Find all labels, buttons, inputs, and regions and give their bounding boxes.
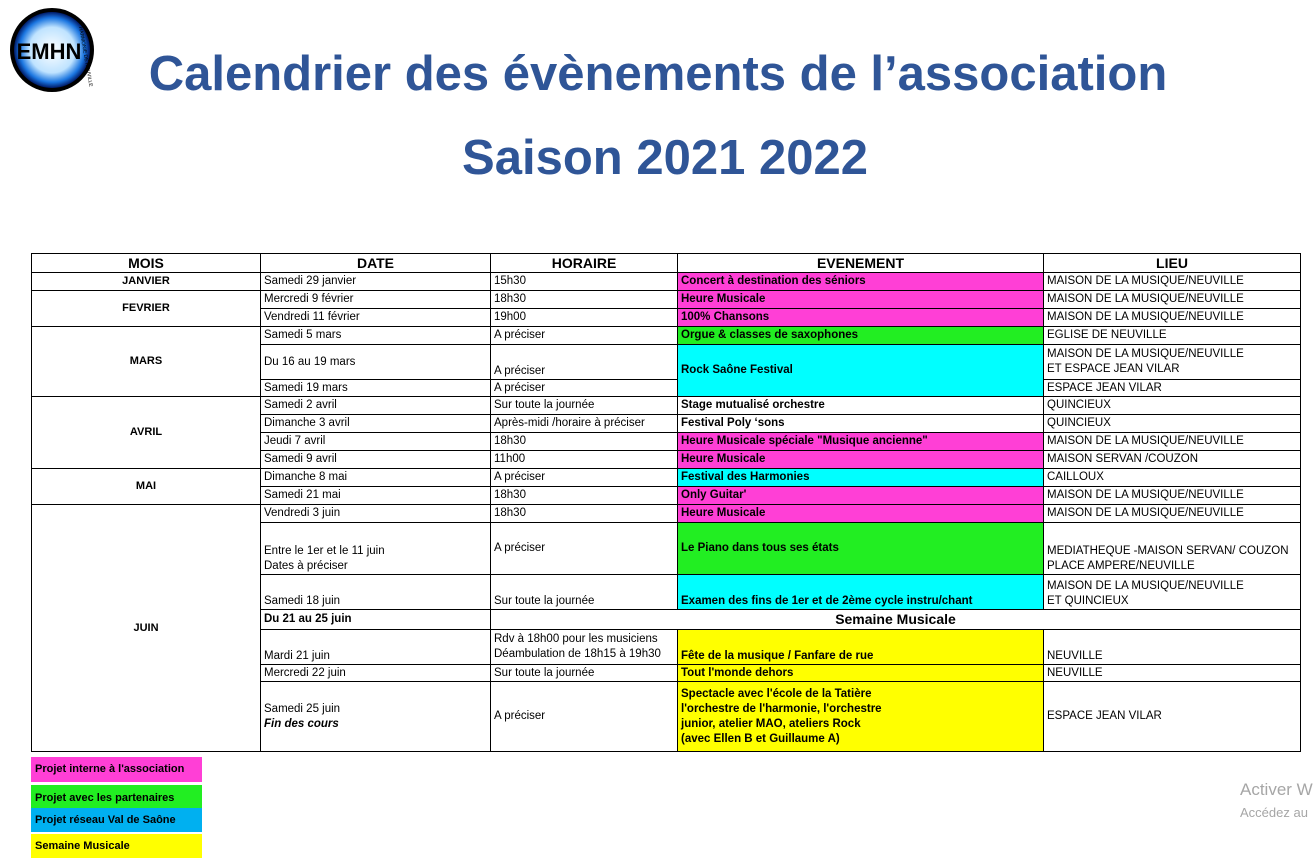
month-cell: JUIN (32, 505, 261, 752)
month-cell: JANVIER (32, 273, 261, 291)
horaire-cell: 15h30 (491, 273, 678, 291)
lieu-cell (1044, 575, 1301, 610)
events-calendar-table (31, 253, 1301, 752)
horaire-cell: A préciser (491, 327, 678, 345)
legend-item (31, 808, 202, 832)
month-cell: AVRIL (32, 397, 261, 469)
date-cell: Mercredi 22 juin (261, 665, 491, 682)
horaire-cell: 19h00 (491, 309, 678, 327)
lieu-cell: MAISON DE LA MUSIQUE/NEUVILLE (1044, 291, 1301, 309)
event-cell: Tout l'monde dehors (678, 665, 1044, 682)
date-cell: Mercredi 9 février (261, 291, 491, 309)
event-cell: Rock Saône Festival (678, 345, 1044, 397)
semaine-musicale-heading: Semaine Musicale (491, 610, 1301, 630)
lieu-cell: MAISON DE LA MUSIQUE/NEUVILLE (1044, 487, 1301, 505)
event-cell: Heure Musicale (678, 451, 1044, 469)
event-cell: Heure Musicale spéciale "Musique ancienne" (678, 433, 1044, 451)
page-title: Calendrier des évènements de l’association (148, 47, 1168, 101)
season-subtitle: Saison 2021 2022 (462, 131, 868, 185)
event-line: junior, atelier MAO, ateliers Rock (681, 717, 861, 730)
table-header-row (32, 254, 1301, 273)
horaire-line: Déambulation de 18h15 à 19h30 (494, 648, 661, 660)
lieu-line: PLACE AMPERE/NEUVILLE (1047, 560, 1195, 572)
header-lieu: LIEU (1044, 254, 1301, 273)
event-cell: Festival des Harmonies (678, 469, 1044, 487)
date-cell: Jeudi 7 avril (261, 433, 491, 451)
table-row (32, 505, 1301, 523)
horaire-cell: A préciser (491, 682, 678, 752)
lieu-cell: MAISON DE LA MUSIQUE/NEUVILLE (1044, 309, 1301, 327)
lieu-cell: QUINCIEUX (1044, 397, 1301, 415)
horaire-cell: A préciser (491, 469, 678, 487)
date-cell: Samedi 29 janvier (261, 273, 491, 291)
lieu-cell: ESPACE JEAN VILAR (1044, 682, 1301, 752)
legend-item (31, 757, 202, 782)
logo-ring-text: HARMONIE DE NEUVILLE (77, 26, 94, 88)
event-line: Spectacle avec l'école de la Tatière (681, 687, 872, 700)
header-date: DATE (261, 254, 491, 273)
horaire-line: Rdv à 18h00 pour les musiciens (494, 633, 658, 645)
date-cell (261, 682, 491, 752)
horaire-cell: 11h00 (491, 451, 678, 469)
lieu-line: MEDIATHEQUE -MAISON SERVAN/ COUZON (1047, 545, 1289, 557)
activation-watermark-title: Activer W (1240, 780, 1313, 799)
fin-des-cours-note: Fin des cours (264, 717, 339, 730)
lieu-cell: MAISON SERVAN /COUZON (1044, 451, 1301, 469)
horaire-cell: 18h30 (491, 433, 678, 451)
month-cell: FEVRIER (32, 291, 261, 327)
date-cell: Du 16 au 19 mars (261, 345, 491, 380)
horaire-cell: Sur toute la journée (491, 397, 678, 415)
date-cell: Samedi 9 avril (261, 451, 491, 469)
horaire-cell: 18h30 (491, 487, 678, 505)
event-line: l'orchestre de l'harmonie, l'orchestre (681, 702, 882, 715)
lieu-cell: ESPACE JEAN VILAR (1044, 380, 1301, 397)
horaire-cell: 18h30 (491, 291, 678, 309)
event-line: (avec Ellen B et Guillaume A) (681, 732, 840, 745)
lieu-cell: EGLISE DE NEUVILLE (1044, 327, 1301, 345)
date-cell: Mardi 21 juin (261, 630, 491, 665)
lieu-cell (1044, 523, 1301, 575)
month-cell: MARS (32, 327, 261, 397)
date-cell (261, 523, 491, 575)
event-cell (678, 682, 1044, 752)
date-cell: Samedi 18 juin (261, 575, 491, 610)
lieu-line: ET ESPACE JEAN VILAR (1047, 363, 1180, 375)
horaire-cell: Après-midi /horaire à préciser (491, 415, 678, 433)
date-cell: Dimanche 8 mai (261, 469, 491, 487)
event-cell: Examen des fins de 1er et de 2ème cycle instru/chant (678, 575, 1044, 610)
date-line: Dates à préciser (264, 560, 348, 572)
date-line: Samedi 25 juin (264, 702, 341, 715)
event-cell: Concert à destination des séniors (678, 273, 1044, 291)
date-cell: Samedi 19 mars (261, 380, 491, 397)
date-cell: Vendredi 11 février (261, 309, 491, 327)
horaire-cell: 18h30 (491, 505, 678, 523)
lieu-cell: NEUVILLE (1044, 630, 1301, 665)
event-cell: Orgue & classes de saxophones (678, 327, 1044, 345)
activation-watermark-subtitle: Accédez au (1240, 805, 1308, 820)
event-cell: Festival Poly ‘sons (678, 415, 1044, 433)
legend-item (31, 785, 202, 808)
horaire-cell: Sur toute la journée (491, 665, 678, 682)
lieu-cell (1044, 345, 1301, 380)
table-row (32, 469, 1301, 487)
date-cell: Samedi 21 mai (261, 487, 491, 505)
lieu-cell: MAISON DE LA MUSIQUE/NEUVILLE (1044, 433, 1301, 451)
table-row (32, 327, 1301, 345)
header-mois: MOIS (32, 254, 261, 273)
lieu-line: MAISON DE LA MUSIQUE/NEUVILLE (1047, 348, 1244, 360)
legend-label: Projet réseau Val de Saône (35, 814, 176, 826)
logo-letters: EMHN (16, 39, 82, 64)
month-cell: MAI (32, 469, 261, 505)
lieu-cell: QUINCIEUX (1044, 415, 1301, 433)
horaire-cell: Sur toute la journée (491, 575, 678, 610)
legend-label: Projet interne à l'association (35, 763, 185, 775)
horaire-cell: A préciser (491, 523, 678, 575)
event-cell: Stage mutualisé orchestre (678, 397, 1044, 415)
lieu-cell: CAILLOUX (1044, 469, 1301, 487)
event-cell: Only Guitar' (678, 487, 1044, 505)
event-cell: Le Piano dans tous ses états (678, 523, 1044, 575)
table-row (32, 273, 1301, 291)
lieu-cell: MAISON DE LA MUSIQUE/NEUVILLE (1044, 505, 1301, 523)
lieu-line: ET QUINCIEUX (1047, 595, 1129, 607)
table-row (32, 397, 1301, 415)
event-cell: Heure Musicale (678, 291, 1044, 309)
event-cell: Fête de la musique / Fanfare de rue (678, 630, 1044, 665)
legend-item (31, 834, 202, 858)
date-cell: Samedi 2 avril (261, 397, 491, 415)
date-cell: Dimanche 3 avril (261, 415, 491, 433)
date-cell: Du 21 au 25 juin (261, 610, 491, 630)
horaire-cell: A préciser (491, 380, 678, 397)
event-cell: 100% Chansons (678, 309, 1044, 327)
date-line: Entre le 1er et le 11 juin (264, 545, 385, 557)
legend-label: Projet avec les partenaires (35, 792, 175, 804)
table-row (32, 291, 1301, 309)
date-cell: Vendredi 3 juin (261, 505, 491, 523)
lieu-cell: NEUVILLE (1044, 665, 1301, 682)
header-evenement: EVENEMENT (678, 254, 1044, 273)
event-cell: Heure Musicale (678, 505, 1044, 523)
date-cell: Samedi 5 mars (261, 327, 491, 345)
horaire-cell: A préciser (491, 345, 678, 380)
horaire-cell (491, 630, 678, 665)
lieu-cell: MAISON DE LA MUSIQUE/NEUVILLE (1044, 273, 1301, 291)
legend-label: Semaine Musicale (35, 840, 130, 852)
header-horaire: HORAIRE (491, 254, 678, 273)
lieu-line: MAISON DE LA MUSIQUE/NEUVILLE (1047, 580, 1244, 592)
